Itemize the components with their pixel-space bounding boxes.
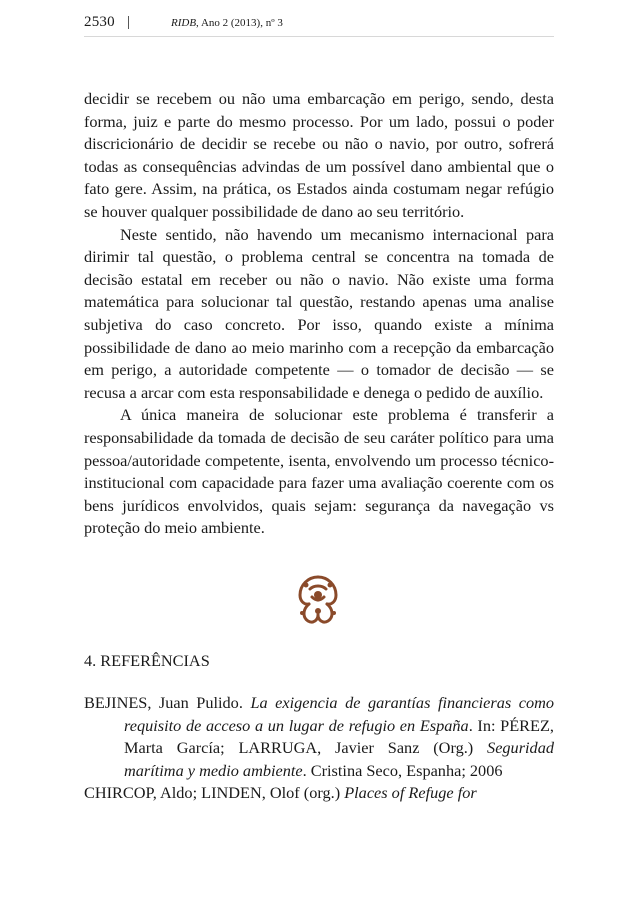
reference-author: CHIRCOP, Aldo; LINDEN, Olof (org.): [84, 783, 341, 803]
body-text: [84, 88, 554, 540]
reference-list: [84, 692, 554, 805]
reference-entry: [84, 782, 554, 805]
reference-author: BEJINES, Juan Pulido.: [84, 693, 243, 712]
reference-title: Places of Refuge for: [344, 783, 477, 803]
paragraph: A única maneira de solucionar este problema é transferir a responsabilidade da tomada de decisão de seu caráter político para uma pessoa/autoridade competente, isenta, envolvendo um processo técnico-institucional com capacidade para fazer uma avaliação coerente com os bens jurídicos envolvidos, quais sejam: segurança da navegação vs proteção do meio ambiente.: [84, 405, 554, 538]
paragraph: decidir se recebem ou não uma embarcação em perigo, sendo, desta forma, juiz e parte do mesmo processo. Por um lado, possui o poder discricionário de decidir se recebe ou não o navio, por outro, sofrerá todas as consequências advindas de um possível dano ambiental que o fato gere. Assim, na prática, os Estados ainda costumam negar refúgio se houver qualquer possibilidade de dano ao seu território.: [84, 89, 554, 221]
reference-title: La exigencia de garantías financieras como requisito de acceso a un lugar de refugio en España: [124, 693, 555, 735]
journal-name: RIDB: [171, 17, 197, 29]
page-number: 2530: [84, 14, 115, 30]
running-header: [84, 14, 554, 37]
reference-book-title: Seguridad marítima y medio ambiente: [124, 738, 554, 780]
journal-issue: , Ano 2 (2013), nº 3: [196, 17, 283, 29]
paragraph: Neste sentido, não havendo um mecanismo internacional para dirimir tal questão, o problema central se concentra na tomada de decisão estatal em receber ou não o navio. Não existe uma forma matemática para solucionar tal questão, restando apenas uma analise subjetiva do caso concreto. Por isso, quando existe a mínima possibilidade de dano ao meio marinho com a recepção da embarcação em perigo, a autoridade competente — o tomador de decisão — se recusa a arcar com esta responsabilidade e denega o pedido de auxílio.: [84, 224, 554, 402]
reference-publisher: . Cristina Seco, Espanha; 2006: [302, 760, 503, 780]
header-separator: |: [127, 14, 131, 30]
journal-reference: [171, 17, 283, 29]
reference-details: . In: PÉREZ, Marta García; LARRUGA, Javier Sanz (Org.): [124, 715, 555, 758]
section-heading: 4. REFERÊNCIAS: [84, 651, 210, 670]
reference-entry: [84, 692, 554, 782]
decorative-flourish-icon: [290, 571, 346, 627]
